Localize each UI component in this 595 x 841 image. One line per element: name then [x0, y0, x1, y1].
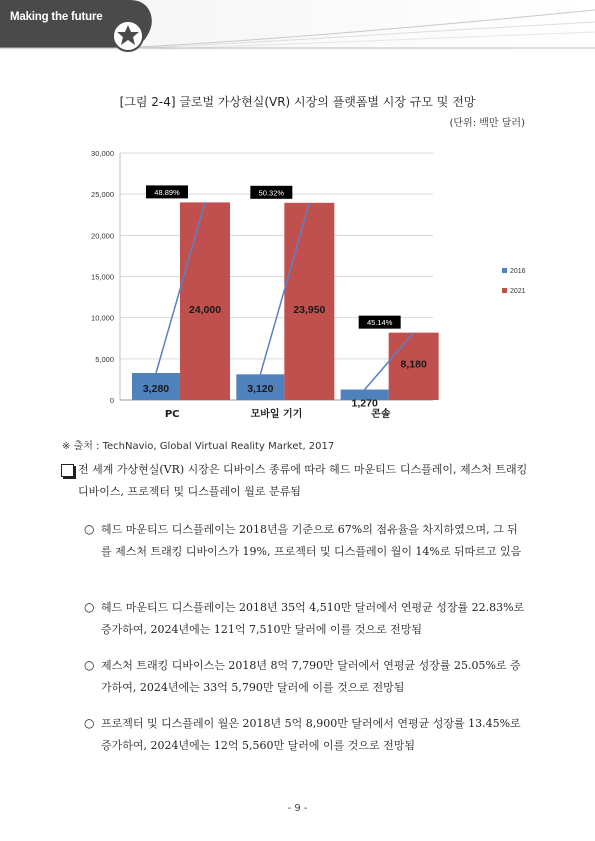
growth-callout-label: 50.32% [258, 188, 285, 198]
page-number: - 9 - [287, 803, 308, 814]
bullet-item: 제스처 트래킹 디바이스는 2018년 8억 7,790만 달러에서 연평균 성장률 25.05%로 증가하여, 2024년에는 33억 5,790만 달러에 이를 것으로 전망됨 [101, 659, 521, 694]
data-label-2016: 1,270 [351, 397, 378, 410]
growth-callout-label: 45.14% [366, 318, 393, 328]
header-banner-graphic [0, 0, 595, 50]
legend-swatch [502, 288, 507, 293]
main-paragraph: 전 세계 가상현실(VR) 시장은 디바이스 종류에 따라 헤드 마운티드 디스플레이, 제스처 트래킹 디바이스, 프로젝터 및 디스플레이 월로 분류됨 [78, 463, 528, 498]
data-label-2021: 24,000 [188, 304, 222, 317]
x-tick-label: PC [164, 409, 180, 420]
circle-bullet-icon: ○ [84, 716, 95, 730]
data-label-2016: 3,120 [247, 383, 274, 395]
header-brand: Making the future [10, 11, 103, 23]
growth-callout-label: 48.89% [154, 187, 180, 197]
figure-source: ※ 출처 : TechNavio, Global Virtual Reality Market, 2017 [62, 441, 335, 452]
circle-bullet-icon: ○ [84, 600, 95, 614]
y-tick-label: 25,000 [91, 190, 114, 200]
legend-swatch [502, 268, 507, 273]
bullet-item: 헤드 마운티드 디스플레이는 2018년 35억 4,510만 달러에서 연평균 성장률 22.83%로 증가하여, 2024년에는 121억 7,510만 달러에 이를 것으로 전망됨 [101, 601, 525, 636]
y-tick-label: 20,000 [91, 231, 114, 241]
figure-title: [그림 2-4] 글로벌 가상현실(VR) 시장의 플랫폼별 시장 규모 및 전망 [119, 95, 476, 109]
bullet-item: 프로젝터 및 디스플레이 월은 2018년 5억 8,900만 달러에서 연평균 성장률 13.45%로 증가하여, 2024년에는 12억 5,560만 달러에 이를 것으로 전망됨 [101, 717, 521, 752]
circle-bullet-icon: ○ [84, 522, 95, 536]
checkbox-bullet-icon [61, 464, 74, 477]
data-label-2016: 3,280 [142, 383, 170, 395]
legend-label: 2016 [510, 268, 526, 275]
figure-unit: (단위: 백만 달러) [449, 118, 525, 129]
bar-2021 [284, 203, 334, 400]
y-tick-label: 5,000 [95, 354, 114, 364]
bullet-item: 헤드 마운티드 디스플레이는 2018년을 기준으로 67%의 점유율을 차지하였으며, 그 뒤를 제스처 트래킹 디바이스가 19%, 프로젝터 및 디스플레이 월이 14%로 뒤따르고 있음 [101, 523, 522, 558]
data-label-2021: 8,180 [400, 358, 427, 371]
x-tick-label: 콘솔 [371, 409, 391, 420]
star-logo-icon [111, 19, 145, 53]
y-tick-label: 10,000 [91, 313, 114, 323]
circle-bullet-icon: ○ [84, 658, 95, 672]
legend-label: 2021 [510, 288, 526, 295]
page-header [0, 0, 595, 50]
y-tick-label: 15,000 [91, 272, 114, 282]
bar-2021 [180, 202, 230, 400]
x-tick-label: 모바일 기기 [250, 409, 303, 420]
y-tick-label: 0 [109, 396, 114, 405]
y-tick-label: 30,000 [91, 149, 114, 158]
data-label-2021: 23,950 [293, 304, 326, 317]
vr-platform-bar-chart [75, 140, 535, 430]
